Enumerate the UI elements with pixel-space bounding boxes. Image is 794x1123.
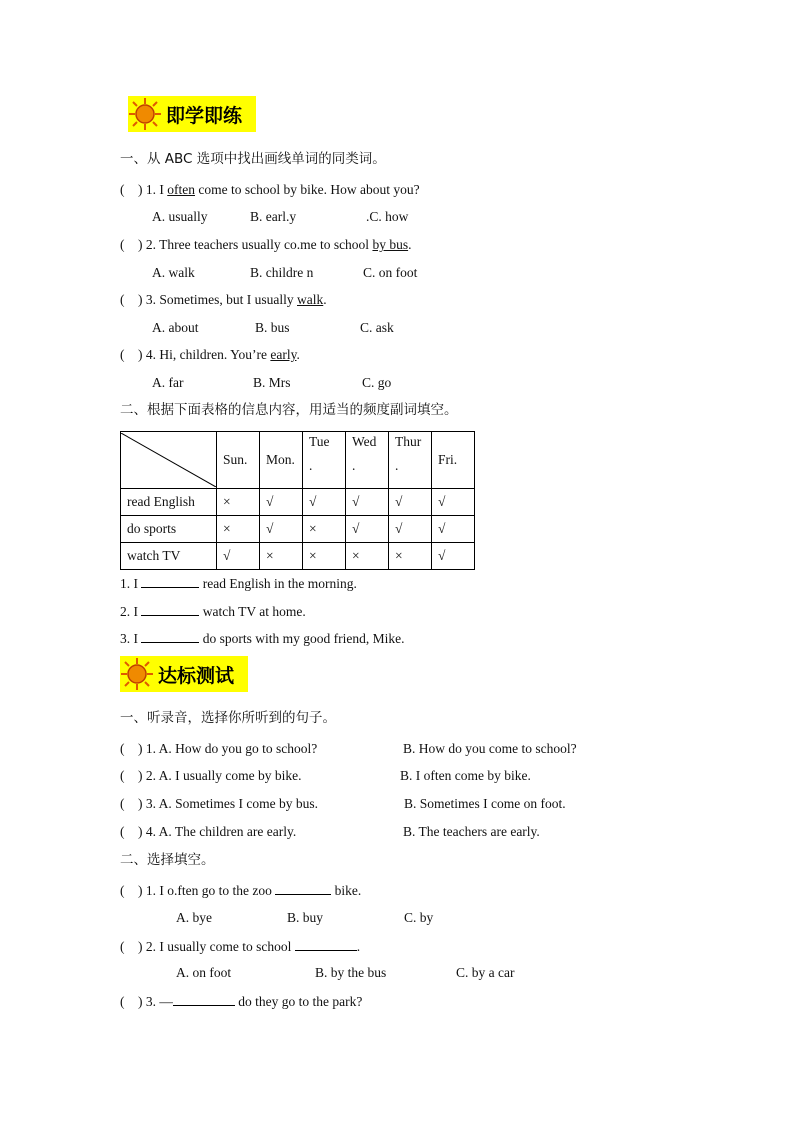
listening-option-b: B. Sometimes I come on foot. bbox=[404, 796, 566, 811]
option-c: C. on foot bbox=[363, 265, 418, 280]
answer-blank[interactable] bbox=[141, 574, 199, 588]
answer-blank[interactable] bbox=[173, 992, 235, 1006]
table-cell: √ bbox=[346, 516, 389, 543]
banner-title: 即学即练 bbox=[166, 104, 243, 127]
sun-icon bbox=[128, 97, 162, 131]
underlined-word: often bbox=[167, 182, 195, 197]
option-b: B. buy bbox=[287, 910, 324, 925]
table-cell: × bbox=[389, 543, 432, 570]
sun-icon bbox=[120, 657, 154, 691]
part-heading: 一、从 ABC 选项中找出画线单词的同类词。 bbox=[120, 151, 386, 167]
part-heading: 二、根据下面表格的信息内容，用适当的频度副词填空。 bbox=[120, 402, 458, 418]
row-label: do sports bbox=[121, 516, 217, 543]
part-heading: 二、选择填空。 bbox=[120, 852, 215, 868]
section-banner-test bbox=[120, 656, 248, 692]
table-cell: √ bbox=[260, 516, 303, 543]
table-cell: × bbox=[260, 543, 303, 570]
table-cell: √ bbox=[260, 489, 303, 516]
diagonal-line bbox=[121, 433, 216, 487]
table-cell: × bbox=[346, 543, 389, 570]
answer-blank[interactable] bbox=[295, 937, 357, 951]
table-cell: × bbox=[217, 489, 260, 516]
listening-option-b: B. The teachers are early. bbox=[403, 824, 540, 839]
table-row bbox=[121, 516, 475, 543]
fill-sentence-2: 2. I watch TV at home. bbox=[120, 604, 306, 619]
diagonal-header-cell bbox=[121, 432, 217, 489]
table-cell: √ bbox=[432, 543, 475, 570]
option-b: B. Mrs bbox=[253, 375, 291, 390]
section-banner-practice bbox=[128, 96, 256, 132]
listening-option-b: B. How do you come to school? bbox=[403, 741, 577, 756]
choice-question-1: ( ) 1. I o.ften go to the zoo bike. bbox=[120, 883, 362, 898]
table-cell: √ bbox=[346, 489, 389, 516]
option-b: B. earl.y bbox=[250, 209, 297, 224]
underlined-word: walk bbox=[297, 292, 324, 307]
table-cell: √ bbox=[389, 516, 432, 543]
banner-title: 达标测试 bbox=[158, 664, 235, 687]
listening-question-1: ( ) 1. A. How do you go to school? bbox=[120, 741, 318, 756]
listening-question-3: ( ) 3. A. Sometimes I come by bus. bbox=[120, 796, 318, 811]
fill-sentence-1: 1. I read English in the morning. bbox=[120, 576, 357, 591]
option-a: A. bye bbox=[176, 910, 212, 925]
option-b: B. by the bus bbox=[315, 965, 387, 980]
option-a: A. about bbox=[152, 320, 199, 335]
table-header-row bbox=[121, 432, 475, 489]
header-cell: Wed . bbox=[346, 432, 389, 489]
question-2: ( ) 2. Three teachers usually co.me to school by bus. bbox=[120, 237, 412, 252]
option-a: A. far bbox=[152, 375, 184, 390]
table-row bbox=[121, 543, 475, 570]
table-row bbox=[121, 489, 475, 516]
frequency-table bbox=[120, 431, 475, 570]
table-cell: × bbox=[303, 543, 346, 570]
option-a: A. usually bbox=[152, 209, 208, 224]
table-cell: √ bbox=[432, 516, 475, 543]
option-c: C. ask bbox=[360, 320, 394, 335]
header-cell: Mon. bbox=[260, 432, 303, 489]
listening-option-b: B. I often come by bike. bbox=[400, 768, 531, 783]
option-b: B. childre n bbox=[250, 265, 314, 280]
listening-question-4: ( ) 4. A. The children are early. bbox=[120, 824, 297, 839]
underlined-word: early bbox=[270, 347, 297, 362]
question-1: ( ) 1. I often come to school by bike. How about you? bbox=[120, 182, 420, 197]
listening-question-2: ( ) 2. A. I usually come by bike. bbox=[120, 768, 302, 783]
header-cell: Thur . bbox=[389, 432, 432, 489]
option-a: A. on foot bbox=[176, 965, 232, 980]
underlined-word: by bus bbox=[372, 237, 409, 252]
answer-blank[interactable] bbox=[141, 602, 199, 616]
header-cell: Tue . bbox=[303, 432, 346, 489]
table-cell: √ bbox=[217, 543, 260, 570]
answer-blank[interactable] bbox=[275, 881, 331, 895]
option-c: .C. how bbox=[366, 209, 409, 224]
table-cell: √ bbox=[432, 489, 475, 516]
table-cell: × bbox=[303, 516, 346, 543]
fill-sentence-3: 3. I do sports with my good friend, Mike. bbox=[120, 631, 405, 646]
question-4: ( ) 4. Hi, children. You’re early. bbox=[120, 347, 300, 362]
option-c: C. by a car bbox=[456, 965, 515, 980]
table-cell: √ bbox=[389, 489, 432, 516]
option-a: A. walk bbox=[152, 265, 195, 280]
question-3: ( ) 3. Sometimes, but I usually walk. bbox=[120, 292, 327, 307]
option-c: C. by bbox=[404, 910, 434, 925]
table-cell: × bbox=[217, 516, 260, 543]
choice-question-3: ( ) 3. — do they go to the park? bbox=[120, 994, 363, 1009]
row-label: watch TV bbox=[121, 543, 217, 570]
option-c: C. go bbox=[362, 375, 392, 390]
option-b: B. bus bbox=[255, 320, 290, 335]
header-cell: Fri. bbox=[432, 432, 475, 489]
table-cell: √ bbox=[303, 489, 346, 516]
header-cell: Sun. bbox=[217, 432, 260, 489]
part-heading: 一、听录音，选择你所听到的句子。 bbox=[120, 710, 336, 726]
answer-blank[interactable] bbox=[141, 629, 199, 643]
row-label: read English bbox=[121, 489, 217, 516]
choice-question-2: ( ) 2. I usually come to school . bbox=[120, 939, 361, 954]
